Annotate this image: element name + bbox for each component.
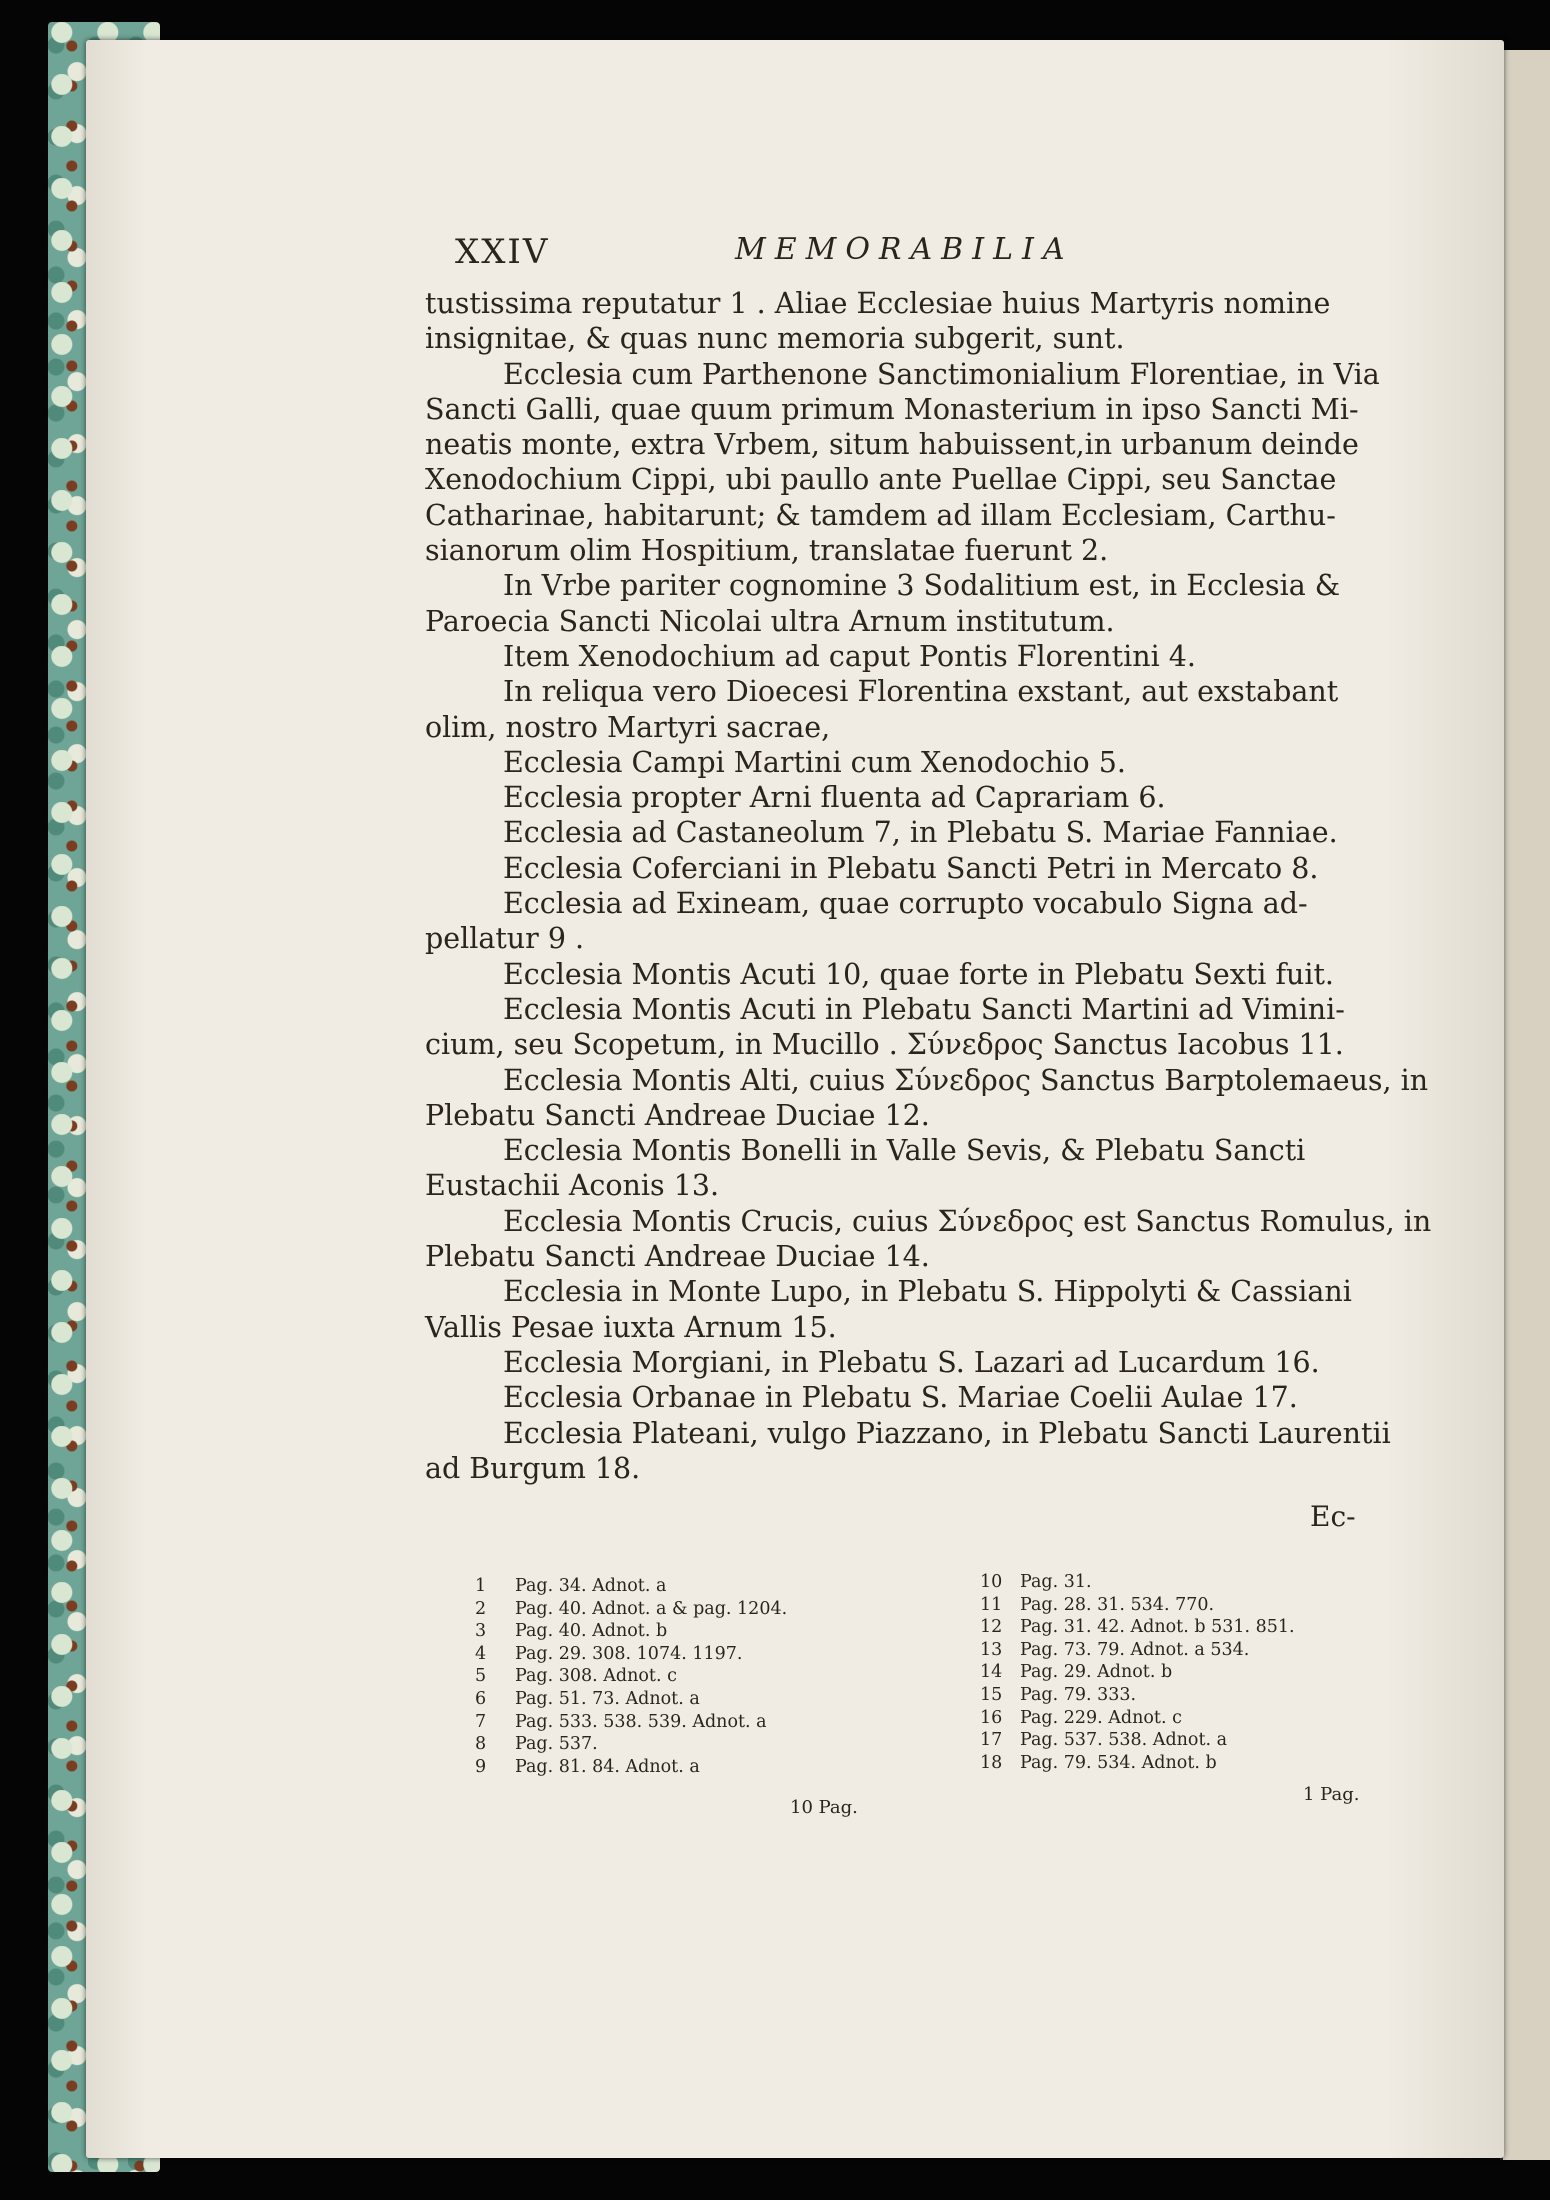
footnote-reference: Pag. 229. Adnot. c [1020, 1707, 1182, 1728]
footnote-number: 7 [475, 1711, 487, 1732]
footnote-reference: Pag. 79. 534. Adnot. b [1020, 1752, 1217, 1773]
footnote-number: 18 [980, 1752, 1003, 1773]
footnotes-right-column [980, 1571, 1400, 1774]
body-line: Ecclesia in Monte Lupo, in Plebatu S. Hippolyti & Cassiani [503, 1275, 1352, 1309]
footnote [475, 1733, 935, 1756]
body-line: Vallis Pesae iuxta Arnum 15. [425, 1310, 837, 1344]
body-line: Ecclesia cum Parthenone Sanctimonialium Florentiae, in Via [503, 357, 1380, 391]
body-line: Ecclesia propter Arni fluenta ad Caprariam 6. [503, 781, 1166, 815]
body-line: Ecclesia Montis Crucis, cuius Σύνεδρος est Sanctus Romulus, in [503, 1204, 1432, 1238]
footnote [980, 1639, 1400, 1662]
body-line: Ecclesia Plateani, vulgo Piazzano, in Plebatu Sancti Laurentii [503, 1416, 1391, 1450]
body-line: olim, nostro Martyri sacrae, [425, 710, 831, 744]
body-line: pellatur 9 . [425, 922, 585, 956]
footnote [980, 1752, 1400, 1775]
body-line: Ecclesia Montis Alti, cuius Σύνεδρος Sanctus Barptolemaeus, in [503, 1063, 1429, 1097]
body-line: Ecclesia Campi Martini cum Xenodochio 5. [503, 745, 1126, 779]
footnote-reference: Pag. 537. 538. Adnot. a [1020, 1730, 1228, 1751]
body-line: Sancti Galli, quae quum primum Monasterium in ipso Sancti Mi- [425, 392, 1359, 426]
body-line: sianorum olim Hospitium, translatae fuerunt 2. [425, 534, 1109, 568]
footnote-number: 14 [980, 1662, 1003, 1683]
footnote-number: 11 [980, 1594, 1003, 1615]
footnote-reference: Pag. 28. 31. 534. 770. [1020, 1594, 1215, 1615]
body-line: ad Burgum 18. [425, 1451, 641, 1485]
footnote [475, 1598, 935, 1621]
footnote-reference: Pag. 29. 308. 1074. 1197. [515, 1643, 743, 1664]
footnotes-left-column [475, 1575, 935, 1778]
footnote [980, 1594, 1400, 1617]
footnote [475, 1756, 935, 1779]
page-number: XXIV [455, 232, 550, 272]
footnote [980, 1661, 1400, 1684]
footnote-reference: Pag. 51. 73. Adnot. a [515, 1688, 700, 1709]
footnote [475, 1711, 935, 1734]
footnote [475, 1665, 935, 1688]
footnote-number: 6 [475, 1688, 487, 1709]
footnote-number: 17 [980, 1730, 1003, 1751]
body-line: In reliqua vero Dioecesi Florentina exstant, aut exstabant [503, 675, 1339, 709]
body-line: Catharinae, habitarunt; & tamdem ad illam Ecclesiam, Carthu- [425, 498, 1336, 532]
body-line: Item Xenodochium ad caput Pontis Florentini 4. [503, 639, 1196, 673]
body-line: Plebatu Sancti Andreae Duciae 14. [425, 1240, 930, 1274]
adjacent-page-edge [1500, 50, 1550, 2160]
footnote-number: 5 [475, 1666, 487, 1687]
footnote-number: 15 [980, 1684, 1003, 1705]
body-line: Paroecia Sancti Nicolai ultra Arnum institutum. [425, 604, 1115, 638]
body-line: Xenodochium Cippi, ubi paullo ante Puellae Cippi, seu Sanctae [425, 463, 1337, 497]
body-line: insignitae, & quas nunc memoria subgerit, sunt. [425, 322, 1125, 356]
footnote-reference: Pag. 308. Adnot. c [515, 1666, 677, 1687]
footnote [475, 1575, 935, 1598]
body-line: neatis monte, extra Vrbem, situm habuissent,in urbanum deinde [425, 428, 1359, 462]
signature-mark-right: 1 Pag. [1303, 1784, 1360, 1805]
footnote-number: 3 [475, 1621, 487, 1642]
body-line: Ecclesia Montis Bonelli in Valle Sevis, & Plebatu Sancti [503, 1134, 1306, 1168]
footnote [475, 1688, 935, 1711]
footnote-reference: Pag. 81. 84. Adnot. a [515, 1756, 700, 1777]
footnote-reference: Pag. 40. Adnot. a & pag. 1204. [515, 1598, 788, 1619]
body-line: Ecclesia Orbanae in Plebatu S. Mariae Coelii Aulae 17. [503, 1381, 1298, 1415]
running-title: MEMORABILIA [735, 232, 1074, 267]
footnote-reference: Pag. 533. 538. 539. Adnot. a [515, 1711, 767, 1732]
footnote-number: 4 [475, 1643, 487, 1664]
footnote-reference: Pag. 79. 333. [1020, 1684, 1137, 1705]
body-text [425, 286, 1432, 1486]
running-head [455, 232, 1405, 272]
footnote-reference: Pag. 40. Adnot. b [515, 1621, 668, 1642]
footnote-number: 12 [980, 1617, 1003, 1638]
footnote-number: 1 [475, 1576, 487, 1596]
body-line: Plebatu Sancti Andreae Duciae 12. [425, 1098, 930, 1132]
footnote-reference: Pag. 537. [515, 1734, 598, 1755]
footnote [980, 1616, 1400, 1639]
footnote-number: 13 [980, 1639, 1003, 1660]
footnote [980, 1571, 1400, 1594]
footnote [980, 1684, 1400, 1707]
body-line: Ecclesia ad Exineam, quae corrupto vocabulo Signa ad- [503, 887, 1308, 921]
footnote-number: 9 [475, 1756, 487, 1777]
footnote [980, 1729, 1400, 1752]
catchword: Ec- [1310, 1500, 1356, 1533]
body-line: Eustachii Aconis 13. [425, 1169, 720, 1203]
footnote [475, 1620, 935, 1643]
signature-mark-left: 10 Pag. [790, 1797, 858, 1818]
footnote-number: 10 [980, 1572, 1003, 1592]
body-line: Ecclesia ad Castaneolum 7, in Plebatu S. Mariae Fanniae. [503, 816, 1338, 850]
body-line: Ecclesia Montis Acuti in Plebatu Sancti Martini ad Vimini- [503, 992, 1345, 1026]
footnote-number: 2 [475, 1598, 487, 1619]
footnote-number: 8 [475, 1734, 487, 1755]
body-line: Ecclesia Morgiani, in Plebatu S. Lazari ad Lucardum 16. [503, 1345, 1320, 1379]
body-line: cium, seu Scopetum, in Mucillo . Σύνεδρος Sanctus Iacobus 11. [425, 1028, 1344, 1062]
body-line: Ecclesia Montis Acuti 10, quae forte in Plebatu Sexti fuit. [503, 957, 1334, 991]
body-line: Ecclesia Coferciani in Plebatu Sancti Petri in Mercato 8. [503, 851, 1319, 885]
footnote-reference: Pag. 29. Adnot. b [1020, 1662, 1173, 1683]
footnote [475, 1643, 935, 1666]
footnote-reference: Pag. 31. 42. Adnot. b 531. 851. [1020, 1617, 1295, 1638]
footnote-reference: Pag. 34. Adnot. a [515, 1576, 667, 1596]
footnote [980, 1707, 1400, 1730]
footnote-reference: Pag. 73. 79. Adnot. a 534. [1020, 1639, 1250, 1660]
body-line: In Vrbe pariter cognomine 3 Sodalitium est, in Ecclesia & [503, 569, 1341, 603]
body-line: tustissima reputatur 1 . Aliae Ecclesiae huius Martyris nomine [425, 287, 1331, 320]
footnote-number: 16 [980, 1707, 1003, 1728]
footnote-reference: Pag. 31. [1020, 1572, 1092, 1592]
